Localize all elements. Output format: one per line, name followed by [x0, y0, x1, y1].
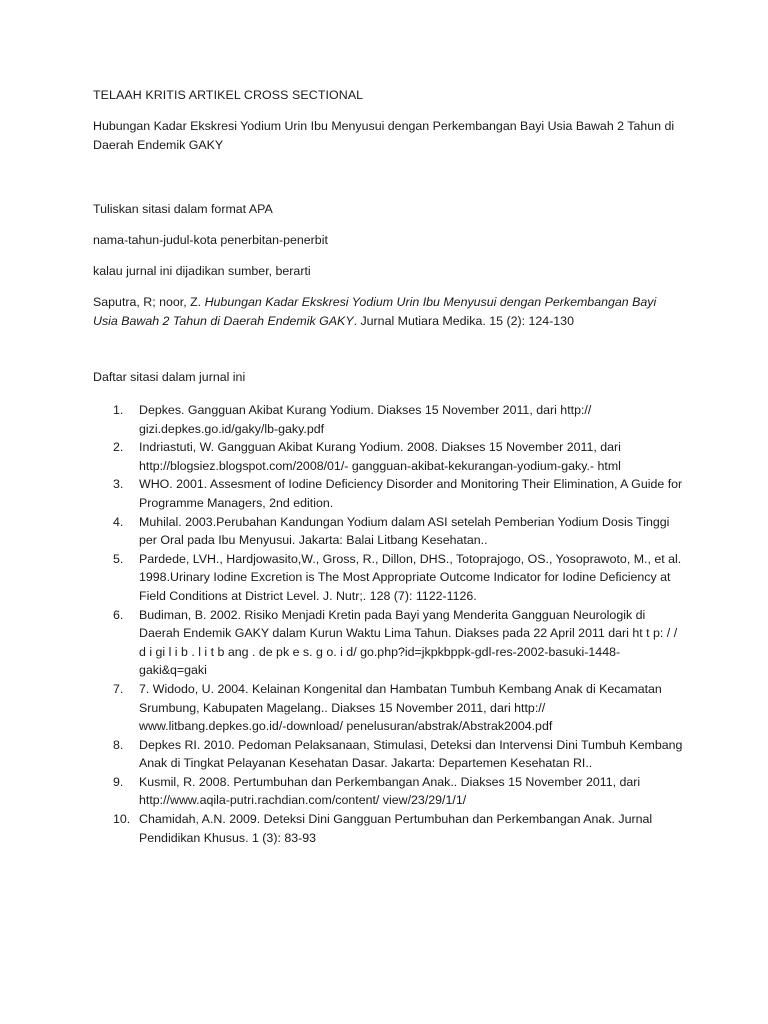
reference-number: 2.	[113, 440, 124, 455]
spacer	[93, 331, 683, 358]
citation-authors: Saputra, R; noor, Z.	[93, 295, 202, 309]
reference-number: 4.	[113, 514, 124, 529]
reference-number: 10.	[113, 812, 131, 827]
references-heading: Daftar sitasi dalam jurnal ini	[93, 370, 246, 384]
reference-number: 1.	[113, 403, 124, 417]
instruction-apa: Tuliskan sitasi dalam format APA	[93, 202, 273, 216]
reference-text: Muhilal. 2003.Perubahan Kandungan Yodium dalam ASI setelah Pemberian Yodium Dosis Tinggi per Oral pada Ibu Menyusui. Jakarta: Balai Litbang Kesehatan..	[139, 514, 670, 548]
citation-journal: . Jurnal Mutiara Medika. 15 (2): 124-130	[353, 314, 574, 328]
reference-item	[93, 606, 683, 680]
reference-text: Depkes RI. 2010. Pedoman Pelaksanaan, Stimulasi, Deteksi dan Intervensi Dini Tumbuh Kembang Anak di Tingkat Pelayanan Kesehatan Dasar. Jakarta: Departemen Kesehatan RI..	[139, 737, 683, 771]
reference-number: 5.	[113, 551, 124, 566]
reference-item	[93, 475, 683, 512]
reference-text: Depkes. Gangguan Akibat Kurang Yodium. Diakses 15 November 2011, dari http:// gizi.depkes.go.id/gaky/lb-gaky.pdf	[139, 403, 592, 436]
instruction-format: nama-tahun-judul-kota penerbitan-penerbit	[93, 233, 328, 247]
apa-citation	[93, 293, 683, 331]
reference-text: Chamidah, A.N. 2009. Deteksi Dini Gangguan Pertumbuhan dan Perkembangan Anak. Jurnal Pendidikan Khusus. 1 (3): 83-93	[139, 812, 653, 845]
reference-text: Pardede, LVH., Hardjowasito,W., Gross, R., Dillon, DHS., Totoprajogo, OS., Yosoprawoto, M., et al. 1998.Urinary Iodine Excretion is The Most Appropriate Outcome Indicator for Iodine Deficiency at Field Conditions at District Level. J. Nutr;. 128 (7): 1122-1126.	[139, 551, 682, 603]
reference-text: Kusmil, R. 2008. Pertumbuhan dan Perkembangan Anak.. Diakses 15 November 2011, dari http://www.aqila-putri.rachdian.com/content/ view/23/29/1/1/	[139, 774, 641, 808]
reference-item	[93, 810, 683, 847]
reference-number: 7.	[113, 681, 124, 696]
reference-item	[93, 550, 683, 606]
document-heading: TELAAH KRITIS ARTIKEL CROSS SECTIONAL	[93, 88, 364, 102]
citation-title: Hubungan Kadar Ekskresi Yodium Urin Ibu Menyusui dengan Perkembangan Bayi Usia Bawah 2 Tahun di Daerah Endemik GAKY	[93, 295, 657, 328]
instruction-source: kalau jurnal ini dijadikan sumber, berarti	[93, 264, 311, 278]
reference-text: 7. Widodo, U. 2004. Kelainan Kongenital dan Hambatan Tumbuh Kembang Anak di Kecamatan Srumbung, Kabupaten Magelang.. Diakses 15 November 2011, dari http:// www.litbang.depkes.go.id/-download/ penelusuran/abstrak/Abstrak2004.pdf	[139, 681, 662, 734]
reference-number: 8.	[113, 737, 124, 752]
reference-item	[93, 438, 683, 475]
reference-text: Budiman, B. 2002. Risiko Menjadi Kretin pada Bayi yang Menderita Gangguan Neurologik di Daerah Endemik GAKY dalam Kurun Waktu Lima Tahun. Diakses pada 22 April 2011 dari ht t p: / / d i gi l i b . l i t b ang . de pk e s. g o. i d/ go.php?id=jkpkbppk-gdl-res-2002-basuki-1448-gaki&q=gaki	[139, 607, 678, 678]
reference-number: 6.	[113, 607, 124, 622]
reference-text: Indriastuti, W. Gangguan Akibat Kurang Yodium. 2008. Diakses 15 November 2011, dari http://blogsiez.blogspot.com/2008/01/- gangguan-akibat-kekurangan-yodium-gaky.- html	[139, 440, 621, 473]
reference-text: WHO. 2001. Assesment of Iodine Deficiency Disorder and Monitoring Their Elimination, A Guide for Programme Managers, 2nd edition.	[139, 477, 683, 510]
reference-number: 3.	[113, 477, 124, 492]
reference-list	[93, 401, 683, 847]
reference-item	[93, 401, 683, 438]
reference-number: 9.	[113, 774, 124, 789]
article-title: Hubungan Kadar Ekskresi Yodium Urin Ibu Menyusui dengan Perkembangan Bayi Usia Bawah 2 Tahun di Daerah Endemik GAKY	[93, 119, 675, 152]
reference-item	[93, 513, 683, 550]
document-body	[93, 86, 683, 847]
reference-item	[93, 736, 683, 773]
reference-item	[93, 773, 683, 810]
spacer	[93, 167, 683, 200]
reference-item	[93, 680, 683, 736]
